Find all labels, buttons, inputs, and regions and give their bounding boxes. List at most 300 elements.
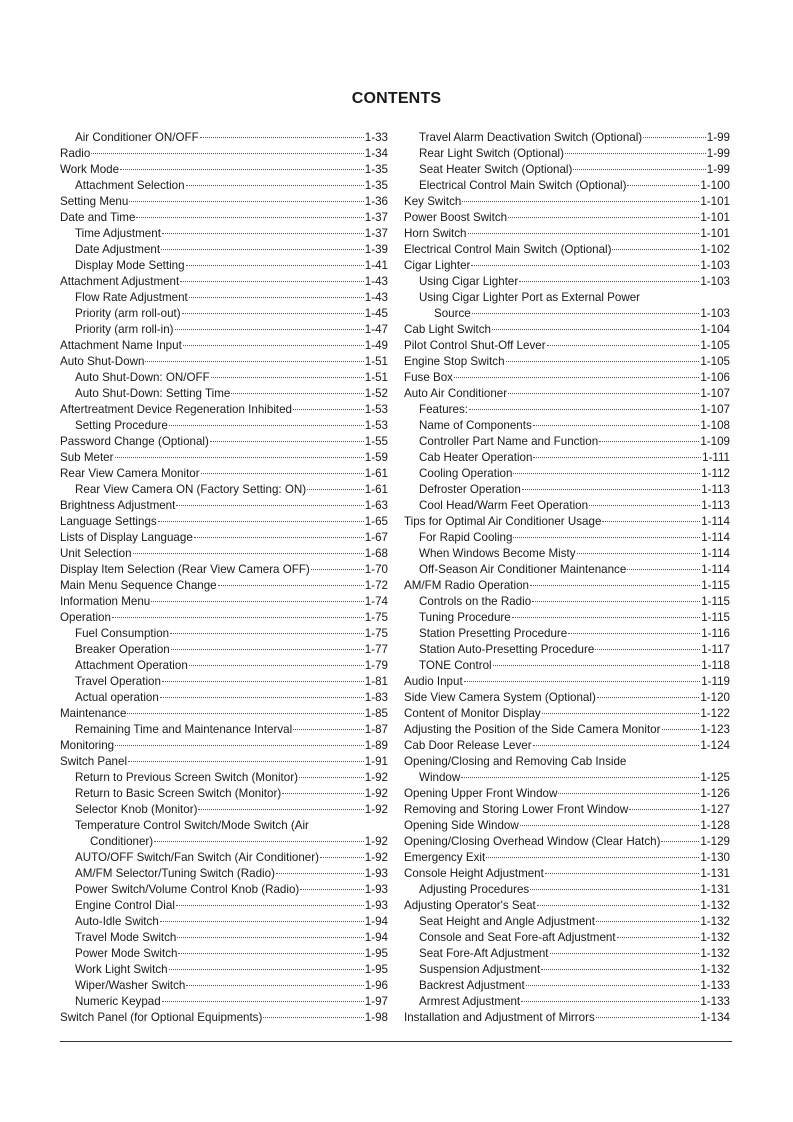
toc-entry-label: TONE Control bbox=[419, 659, 492, 672]
toc-entry[interactable] bbox=[60, 242, 388, 258]
toc-entry[interactable] bbox=[404, 946, 730, 962]
dot-leader bbox=[91, 152, 363, 154]
dot-leader bbox=[171, 648, 364, 650]
toc-entry-page-number: 1-79 bbox=[364, 659, 388, 672]
toc-entry[interactable] bbox=[404, 850, 730, 866]
dot-leader bbox=[661, 840, 699, 842]
toc-entry-label: Work Light Switch bbox=[75, 963, 168, 976]
toc-entry-page-number: 1-118 bbox=[701, 659, 730, 672]
toc-entry-label: Controls on the Radio bbox=[419, 595, 532, 608]
toc-entry[interactable] bbox=[404, 882, 730, 898]
toc-entry[interactable] bbox=[404, 290, 730, 306]
toc-entry[interactable] bbox=[404, 258, 730, 274]
toc-entry[interactable] bbox=[60, 898, 388, 914]
toc-entry-label: Conditioner) bbox=[90, 835, 154, 848]
dot-leader bbox=[520, 824, 700, 826]
toc-entry-page-number: 1-49 bbox=[364, 339, 388, 352]
dot-leader bbox=[176, 504, 363, 506]
toc-entry-label: Cooling Operation bbox=[419, 467, 513, 480]
toc-entry[interactable] bbox=[60, 978, 388, 994]
toc-entry[interactable] bbox=[404, 194, 730, 210]
dot-leader bbox=[307, 488, 364, 490]
toc-entry[interactable] bbox=[60, 178, 388, 194]
toc-entry[interactable] bbox=[60, 722, 388, 738]
toc-entry[interactable] bbox=[60, 946, 388, 962]
toc-entry-label: Cool Head/Warm Feet Operation bbox=[419, 499, 589, 512]
toc-entry-page-number: 1-100 bbox=[700, 179, 730, 192]
toc-entry[interactable] bbox=[60, 162, 388, 178]
toc-entry[interactable] bbox=[60, 386, 388, 402]
toc-entry-label: Setting Menu bbox=[60, 195, 129, 208]
toc-entry-page-number: 1-95 bbox=[364, 963, 388, 976]
toc-entry[interactable] bbox=[60, 274, 388, 290]
toc-entry-page-number: 1-43 bbox=[364, 275, 388, 288]
toc-entry[interactable] bbox=[404, 162, 730, 178]
toc-entry[interactable] bbox=[404, 754, 730, 770]
toc-entry-label: AUTO/OFF Switch/Fan Switch (Air Conditioner) bbox=[75, 851, 319, 864]
toc-entry-page-number: 1-75 bbox=[364, 627, 388, 640]
dot-leader bbox=[558, 792, 699, 794]
toc-entry-page-number: 1-123 bbox=[700, 723, 730, 736]
toc-entry[interactable] bbox=[60, 514, 388, 530]
toc-entry-label: Tuning Procedure bbox=[419, 611, 511, 624]
toc-entry[interactable] bbox=[60, 322, 388, 338]
dot-leader bbox=[612, 248, 699, 250]
toc-entry-label: Air Conditioner ON/OFF bbox=[75, 131, 199, 144]
toc-entry[interactable] bbox=[60, 450, 388, 466]
toc-entry[interactable] bbox=[404, 370, 730, 386]
toc-entry[interactable] bbox=[60, 370, 388, 386]
toc-entry-label: Display Mode Setting bbox=[75, 259, 185, 272]
toc-entry-page-number: 1-93 bbox=[364, 883, 388, 896]
dot-leader bbox=[161, 248, 364, 250]
toc-entry-label: Adjusting the Position of the Side Camera Monitor bbox=[404, 723, 661, 736]
toc-entry[interactable] bbox=[60, 418, 388, 434]
toc-entry[interactable] bbox=[60, 482, 388, 498]
toc-entry[interactable] bbox=[404, 210, 730, 226]
toc-entry-label: Sub Meter bbox=[60, 451, 114, 464]
toc-entry-page-number: 1-103 bbox=[700, 275, 730, 288]
toc-entry[interactable] bbox=[60, 402, 388, 418]
toc-entry[interactable] bbox=[404, 770, 730, 786]
toc-entry-label: Side View Camera System (Optional) bbox=[404, 691, 596, 704]
toc-entry[interactable] bbox=[60, 674, 388, 690]
toc-entry-page-number: 1-113 bbox=[701, 499, 730, 512]
toc-entry-page-number: 1-106 bbox=[700, 371, 730, 384]
toc-entry[interactable] bbox=[60, 466, 388, 482]
toc-entry-label: Seat Fore-Aft Adjustment bbox=[419, 947, 549, 960]
toc-entry[interactable] bbox=[404, 402, 730, 418]
toc-entry-page-number: 1-85 bbox=[364, 707, 388, 720]
dot-leader bbox=[596, 1016, 700, 1018]
toc-entry[interactable] bbox=[60, 610, 388, 626]
dot-leader bbox=[472, 312, 700, 314]
dot-leader bbox=[537, 904, 700, 906]
toc-entry-label: Password Change (Optional) bbox=[60, 435, 209, 448]
toc-entry[interactable] bbox=[60, 258, 388, 274]
toc-entry[interactable] bbox=[60, 146, 388, 162]
toc-entry-page-number: 1-105 bbox=[700, 339, 730, 352]
toc-entry[interactable] bbox=[404, 322, 730, 338]
toc-entry-label: Actual operation bbox=[75, 691, 159, 704]
toc-entry[interactable] bbox=[60, 706, 388, 722]
toc-entry-page-number: 1-34 bbox=[364, 147, 388, 160]
toc-entry-label: Using Cigar Lighter Port as External Power bbox=[419, 291, 641, 304]
dot-leader bbox=[136, 216, 363, 218]
toc-entry[interactable] bbox=[60, 338, 388, 354]
toc-entry[interactable] bbox=[404, 962, 730, 978]
dot-leader bbox=[169, 968, 364, 970]
toc-entry-page-number: 1-131 bbox=[700, 883, 730, 896]
toc-entry[interactable] bbox=[404, 642, 730, 658]
toc-entry-label: When Windows Become Misty bbox=[419, 547, 576, 560]
dot-leader bbox=[127, 712, 363, 714]
toc-entry[interactable] bbox=[404, 818, 730, 834]
toc-entry[interactable] bbox=[404, 466, 730, 482]
dot-leader bbox=[129, 200, 363, 202]
toc-entry[interactable] bbox=[60, 882, 388, 898]
toc-entry[interactable] bbox=[404, 658, 730, 674]
toc-entry[interactable] bbox=[60, 354, 388, 370]
toc-entry[interactable] bbox=[404, 546, 730, 562]
toc-entry-label: Wiper/Washer Switch bbox=[75, 979, 186, 992]
toc-entry[interactable] bbox=[60, 210, 388, 226]
toc-entry-page-number: 1-104 bbox=[700, 323, 730, 336]
toc-entry-page-number: 1-109 bbox=[700, 435, 730, 448]
dot-leader bbox=[201, 472, 364, 474]
toc-entry-label: Attachment Name Input bbox=[60, 339, 182, 352]
toc-entry-label: Maintenance bbox=[60, 707, 127, 720]
toc-entry[interactable] bbox=[404, 130, 730, 146]
toc-entry-page-number: 1-92 bbox=[364, 787, 388, 800]
toc-entry-label: Power Switch/Volume Control Knob (Radio) bbox=[75, 883, 300, 896]
toc-entry-page-number: 1-101 bbox=[700, 195, 730, 208]
toc-entry[interactable] bbox=[60, 642, 388, 658]
toc-entry[interactable] bbox=[60, 930, 388, 946]
toc-entry[interactable] bbox=[60, 802, 388, 818]
dot-leader bbox=[182, 312, 364, 314]
dot-leader bbox=[263, 1016, 363, 1018]
toc-entry-label: Switch Panel (for Optional Equipments) bbox=[60, 1011, 263, 1024]
toc-entry[interactable] bbox=[404, 610, 730, 626]
toc-entry[interactable] bbox=[60, 498, 388, 514]
toc-entry-page-number: 1-55 bbox=[364, 435, 388, 448]
toc-entry-page-number: 1-65 bbox=[364, 515, 388, 528]
toc-entry-page-number: 1-94 bbox=[364, 931, 388, 944]
toc-entry-label: Defroster Operation bbox=[419, 483, 521, 496]
toc-entry-label: Attachment Selection bbox=[75, 179, 185, 192]
dot-leader bbox=[541, 968, 699, 970]
toc-entry-page-number: 1-103 bbox=[700, 259, 730, 272]
toc-entry[interactable] bbox=[404, 530, 730, 546]
dot-leader bbox=[461, 776, 699, 778]
toc-entry[interactable] bbox=[60, 834, 388, 850]
dot-leader bbox=[530, 584, 700, 586]
toc-entry[interactable] bbox=[60, 626, 388, 642]
toc-entry[interactable] bbox=[60, 226, 388, 242]
toc-entry-label: Electrical Control Main Switch (Optional) bbox=[419, 179, 627, 192]
toc-entry-label: Cigar Lighter bbox=[404, 259, 471, 272]
toc-entry[interactable] bbox=[60, 594, 388, 610]
dot-leader bbox=[542, 712, 700, 714]
toc-entry[interactable] bbox=[404, 786, 730, 802]
toc-entry-label: Suspension Adjustment bbox=[419, 963, 541, 976]
dot-leader bbox=[178, 952, 363, 954]
toc-entry[interactable] bbox=[404, 418, 730, 434]
toc-entry[interactable] bbox=[404, 146, 730, 162]
dot-leader bbox=[468, 232, 700, 234]
toc-entry[interactable] bbox=[404, 802, 730, 818]
toc-entry-page-number: 1-33 bbox=[364, 131, 388, 144]
toc-entry-page-number: 1-45 bbox=[364, 307, 388, 320]
toc-entry-page-number: 1-113 bbox=[701, 483, 730, 496]
dot-leader bbox=[506, 360, 700, 362]
toc-entry-label: Travel Mode Switch bbox=[75, 931, 177, 944]
toc-entry[interactable] bbox=[404, 674, 730, 690]
dot-leader bbox=[218, 584, 364, 586]
toc-entry[interactable] bbox=[404, 738, 730, 754]
dot-leader bbox=[508, 216, 699, 218]
toc-entry[interactable] bbox=[404, 834, 730, 850]
toc-entry[interactable] bbox=[60, 866, 388, 882]
toc-entry-label: For Rapid Cooling bbox=[419, 531, 513, 544]
toc-entry-label: Rear Light Switch (Optional) bbox=[419, 147, 564, 160]
dot-leader bbox=[276, 872, 364, 874]
dot-leader bbox=[627, 184, 699, 186]
toc-entry-page-number: 1-51 bbox=[364, 355, 388, 368]
toc-entry-page-number: 1-41 bbox=[364, 259, 388, 272]
toc-entry-label: Switch Panel bbox=[60, 755, 128, 768]
dot-leader bbox=[145, 360, 363, 362]
toc-entry-label: Installation and Adjustment of Mirrors bbox=[404, 1011, 595, 1024]
toc-entry[interactable] bbox=[404, 626, 730, 642]
toc-entry[interactable] bbox=[404, 594, 730, 610]
toc-entry-label: Auto Air Conditioner bbox=[404, 387, 508, 400]
toc-entry-label: Audio Input bbox=[404, 675, 463, 688]
toc-entry-label: Temperature Control Switch/Mode Switch (Air bbox=[75, 819, 309, 832]
toc-entry-page-number: 1-37 bbox=[364, 227, 388, 240]
toc-entry-label: Radio bbox=[60, 147, 91, 160]
dot-leader bbox=[180, 280, 364, 282]
toc-entry[interactable] bbox=[404, 866, 730, 882]
toc-entry-label: Auto Shut-Down: ON/OFF bbox=[75, 371, 210, 384]
toc-entry-label: Auto-Idle Switch bbox=[75, 915, 159, 928]
toc-entry-label: Travel Operation bbox=[75, 675, 161, 688]
toc-entry[interactable] bbox=[60, 290, 388, 306]
toc-entry-label: Return to Previous Screen Switch (Monitor) bbox=[75, 771, 298, 784]
dot-leader bbox=[547, 344, 700, 346]
toc-entry-page-number: 1-107 bbox=[700, 387, 730, 400]
dot-leader bbox=[521, 1000, 699, 1002]
toc-entry[interactable] bbox=[404, 898, 730, 914]
toc-entry-label: Station Presetting Procedure bbox=[419, 627, 568, 640]
toc-entry-page-number: 1-39 bbox=[364, 243, 388, 256]
toc-entry-page-number: 1-63 bbox=[364, 499, 388, 512]
dot-leader bbox=[526, 984, 700, 986]
toc-entry-page-number: 1-111 bbox=[702, 451, 730, 464]
toc-entry[interactable] bbox=[60, 578, 388, 594]
toc-entry[interactable] bbox=[60, 434, 388, 450]
toc-entry[interactable] bbox=[404, 978, 730, 994]
toc-entry[interactable] bbox=[404, 354, 730, 370]
toc-entry-page-number: 1-53 bbox=[364, 419, 388, 432]
toc-entry-label: Opening Side Window bbox=[404, 819, 519, 832]
dot-leader bbox=[595, 648, 700, 650]
dot-leader bbox=[293, 728, 364, 730]
dot-leader bbox=[133, 552, 364, 554]
toc-entry-page-number: 1-103 bbox=[700, 307, 730, 320]
dot-leader bbox=[568, 632, 700, 634]
dot-leader bbox=[629, 808, 699, 810]
toc-entry[interactable] bbox=[404, 930, 730, 946]
dot-leader bbox=[512, 616, 700, 618]
toc-entry-page-number: 1-128 bbox=[700, 819, 730, 832]
toc-entry-page-number: 1-126 bbox=[700, 787, 730, 800]
toc-entry[interactable] bbox=[404, 562, 730, 578]
toc-left-column bbox=[60, 130, 388, 1026]
toc-entry[interactable] bbox=[60, 562, 388, 578]
dot-leader bbox=[112, 616, 364, 618]
toc-entry[interactable] bbox=[60, 850, 388, 866]
toc-entry-label: Electrical Control Main Switch (Optional) bbox=[404, 243, 612, 256]
dot-leader bbox=[532, 600, 700, 602]
toc-entry-page-number: 1-35 bbox=[364, 163, 388, 176]
dot-leader bbox=[471, 264, 699, 266]
toc-entry[interactable] bbox=[404, 274, 730, 290]
toc-entry-page-number: 1-92 bbox=[364, 851, 388, 864]
toc-entry[interactable] bbox=[60, 130, 388, 146]
toc-entry[interactable] bbox=[60, 770, 388, 786]
toc-entry-page-number: 1-43 bbox=[364, 291, 388, 304]
toc-entry[interactable] bbox=[404, 242, 730, 258]
toc-entry[interactable] bbox=[404, 722, 730, 738]
dot-leader bbox=[508, 392, 699, 394]
toc-entry[interactable] bbox=[60, 738, 388, 754]
toc-entry-page-number: 1-101 bbox=[700, 227, 730, 240]
toc-entry[interactable] bbox=[404, 482, 730, 498]
toc-entry[interactable] bbox=[60, 690, 388, 706]
toc-entry[interactable] bbox=[60, 530, 388, 546]
toc-entry-label: Features: bbox=[419, 403, 468, 416]
toc-entry-page-number: 1-114 bbox=[701, 515, 730, 528]
toc-entry-page-number: 1-59 bbox=[364, 451, 388, 464]
toc-entry-label: Content of Monitor Display bbox=[404, 707, 541, 720]
toc-entry-page-number: 1-129 bbox=[700, 835, 730, 848]
toc-entry-label: Station Auto-Presetting Procedure bbox=[419, 643, 595, 656]
toc-entry[interactable] bbox=[404, 1010, 730, 1026]
toc-entry[interactable] bbox=[404, 690, 730, 706]
toc-entry-label: Off-Season Air Conditioner Maintenance bbox=[419, 563, 627, 576]
toc-entry-page-number: 1-132 bbox=[700, 931, 730, 944]
toc-entry[interactable] bbox=[404, 498, 730, 514]
toc-entry[interactable] bbox=[60, 754, 388, 770]
toc-entry-page-number: 1-114 bbox=[701, 531, 730, 544]
toc-entry[interactable] bbox=[60, 194, 388, 210]
dot-leader bbox=[115, 744, 364, 746]
toc-entry[interactable] bbox=[60, 962, 388, 978]
toc-entry[interactable] bbox=[60, 306, 388, 322]
toc-entry-page-number: 1-61 bbox=[364, 483, 388, 496]
dot-leader bbox=[462, 200, 699, 202]
toc-entry-label: Engine Stop Switch bbox=[404, 355, 505, 368]
dot-leader bbox=[522, 488, 700, 490]
toc-entry[interactable] bbox=[60, 658, 388, 674]
toc-entry[interactable] bbox=[404, 338, 730, 354]
dot-leader bbox=[602, 520, 700, 522]
toc-entry-page-number: 1-127 bbox=[700, 803, 730, 816]
dot-leader bbox=[493, 664, 701, 666]
toc-entry-label: Rear View Camera ON (Factory Setting: ON) bbox=[75, 483, 307, 496]
toc-entry-label: Date and Time bbox=[60, 211, 136, 224]
toc-entry-label: Engine Control Dial bbox=[75, 899, 175, 912]
toc-entry-page-number: 1-119 bbox=[701, 675, 730, 688]
dot-leader bbox=[469, 408, 699, 410]
toc-entry-page-number: 1-72 bbox=[364, 579, 388, 592]
toc-entry-page-number: 1-36 bbox=[364, 195, 388, 208]
toc-entry[interactable] bbox=[404, 706, 730, 722]
dot-leader bbox=[464, 680, 701, 682]
dot-leader bbox=[186, 264, 364, 266]
toc-entry-label: Adjusting Procedures bbox=[419, 883, 530, 896]
dot-leader bbox=[454, 376, 699, 378]
toc-entry-page-number: 1-115 bbox=[701, 595, 730, 608]
toc-entry[interactable] bbox=[60, 786, 388, 802]
toc-entry-label: Priority (arm roll-out) bbox=[75, 307, 181, 320]
toc-entry-label: Adjusting Operator's Seat bbox=[404, 899, 536, 912]
toc-entry[interactable] bbox=[404, 994, 730, 1010]
toc-entry-page-number: 1-87 bbox=[364, 723, 388, 736]
toc-entry-page-number: 1-101 bbox=[700, 211, 730, 224]
dot-leader bbox=[231, 392, 363, 394]
toc-entry-page-number: 1-91 bbox=[364, 755, 388, 768]
toc-entry[interactable] bbox=[60, 1010, 388, 1026]
toc-entry[interactable] bbox=[60, 994, 388, 1010]
toc-entry-page-number: 1-89 bbox=[364, 739, 388, 752]
bottom-divider bbox=[60, 1041, 732, 1042]
toc-entry-page-number: 1-81 bbox=[364, 675, 388, 688]
toc-entry[interactable] bbox=[404, 914, 730, 930]
dot-leader bbox=[160, 696, 364, 698]
dot-leader bbox=[198, 808, 363, 810]
toc-entry[interactable] bbox=[60, 914, 388, 930]
toc-entry[interactable] bbox=[60, 546, 388, 562]
toc-entry[interactable] bbox=[60, 818, 388, 834]
toc-entry-label: Date Adjustment bbox=[75, 243, 161, 256]
toc-entry[interactable] bbox=[404, 514, 730, 530]
toc-entry-page-number: 1-133 bbox=[700, 979, 730, 992]
dot-leader bbox=[533, 744, 700, 746]
dot-leader bbox=[299, 776, 364, 778]
toc-entry-label: Opening/Closing Overhead Window (Clear Hatch) bbox=[404, 835, 661, 848]
dot-leader bbox=[169, 424, 364, 426]
toc-entry[interactable] bbox=[404, 178, 730, 194]
toc-entry[interactable] bbox=[404, 578, 730, 594]
dot-leader bbox=[162, 680, 364, 682]
toc-entry[interactable] bbox=[404, 434, 730, 450]
toc-entry[interactable] bbox=[404, 226, 730, 242]
toc-entry-label: Pilot Control Shut-Off Lever bbox=[404, 339, 546, 352]
dot-leader bbox=[617, 936, 700, 938]
toc-entry-label: Attachment Adjustment bbox=[60, 275, 180, 288]
toc-entry-label: Tips for Optimal Air Conditioner Usage bbox=[404, 515, 602, 528]
toc-entry-label: Power Boost Switch bbox=[404, 211, 508, 224]
toc-entry[interactable] bbox=[404, 386, 730, 402]
toc-entry-page-number: 1-116 bbox=[701, 627, 730, 640]
toc-entry-page-number: 1-133 bbox=[700, 995, 730, 1008]
toc-entry-label: Language Settings bbox=[60, 515, 157, 528]
toc-entry[interactable] bbox=[404, 450, 730, 466]
toc-entry[interactable] bbox=[404, 306, 730, 322]
